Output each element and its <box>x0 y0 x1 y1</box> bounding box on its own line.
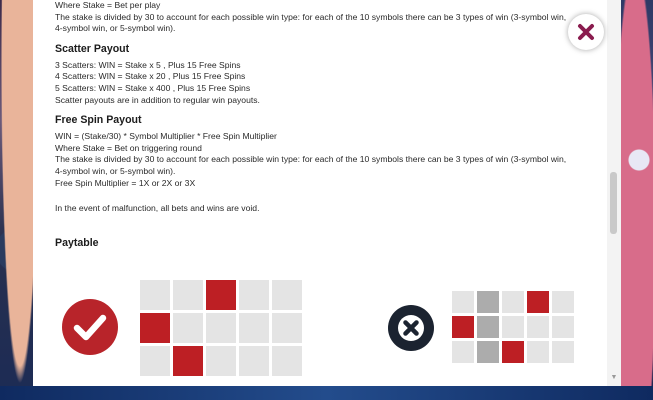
free-spin-multiplier: Free Spin Multiplier = 1X or 2X or 3X <box>55 177 196 188</box>
stake-definition: Where Stake = Bet per play <box>55 0 161 10</box>
scatter-4-line: 4 Scatters: WIN = Stake x 20 , Plus 15 Free Spins <box>55 71 246 82</box>
reel-cell-empty <box>452 341 474 363</box>
reel-cell-empty <box>239 346 269 376</box>
paytable-scroll-content <box>55 0 600 250</box>
reel-cell-empty <box>272 313 302 343</box>
reel-cell-red <box>173 346 203 376</box>
payline-valid-grid <box>140 280 302 376</box>
game-bottom-bar <box>0 386 653 400</box>
reel-cell-empty <box>527 316 549 338</box>
reel-cell-empty <box>206 346 236 376</box>
reel-cell-red <box>527 291 549 313</box>
scatter-payout-heading: Scatter Payout <box>55 42 130 55</box>
scrollbar[interactable] <box>607 0 621 386</box>
paytable-panel <box>33 0 621 386</box>
free-spin-stake-definition: Where Stake = Bet on triggering round <box>55 142 202 153</box>
scatter-note: Scatter payouts are in addition to regular win payouts. <box>55 94 260 105</box>
reel-cell-empty <box>239 280 269 310</box>
close-button[interactable] <box>568 14 604 50</box>
scrollbar-thumb[interactable] <box>610 172 617 234</box>
close-x-icon <box>575 21 597 43</box>
game-background-left <box>0 0 36 400</box>
reel-cell-empty <box>527 341 549 363</box>
reel-cell-empty <box>552 316 574 338</box>
reel-cell-grey <box>477 291 499 313</box>
reel-cell-grey <box>477 316 499 338</box>
reel-cell-grey <box>477 341 499 363</box>
reel-cell-empty <box>140 280 170 310</box>
reel-cell-red <box>140 313 170 343</box>
reel-cell-empty <box>552 291 574 313</box>
reel-cell-empty <box>173 280 203 310</box>
cross-icon <box>388 305 434 351</box>
scatter-3-line: 3 Scatters: WIN = Stake x 5 , Plus 15 Free Spins <box>55 59 241 70</box>
reel-cell-empty <box>502 316 524 338</box>
malfunction-note: In the event of malfunction, all bets and wins are void. <box>55 203 260 214</box>
scroll-down-icon[interactable]: ▼ <box>610 374 618 381</box>
reel-cell-red <box>452 316 474 338</box>
free-spin-division-text: The stake is divided by 30 to account for each possible win type: for each of the 10 symbols there can be 3 types of win (3-symbol win, <box>55 154 567 165</box>
game-background-right <box>619 0 653 400</box>
stake-division-text-cont: 4-symbol win, or 5-symbol win). <box>55 23 176 34</box>
reel-cell-empty <box>239 313 269 343</box>
reel-cell-empty <box>140 346 170 376</box>
reel-cell-empty <box>173 313 203 343</box>
scatter-5-line: 5 Scatters: WIN = Stake x 400 , Plus 15 Free Spins <box>55 82 251 93</box>
paytable-heading: Paytable <box>55 236 99 249</box>
stake-division-text: The stake is divided by 30 to account for each possible win type: for each of the 10 symbols there can be 3 types of win (3-symbol win, <box>55 11 567 22</box>
free-spin-payout-heading: Free Spin Payout <box>55 114 142 127</box>
reel-cell-empty <box>206 313 236 343</box>
reel-cell-empty <box>552 341 574 363</box>
reel-cell-empty <box>452 291 474 313</box>
checkmark-icon <box>62 299 118 355</box>
reel-cell-red <box>502 341 524 363</box>
reel-cell-empty <box>272 346 302 376</box>
free-spin-formula: WIN = (Stake/30) * Symbol Multiplier * Free Spin Multiplier <box>55 131 277 142</box>
reel-cell-red <box>206 280 236 310</box>
reel-cell-empty <box>272 280 302 310</box>
payline-invalid-grid <box>452 291 574 363</box>
free-spin-division-text-cont: 4-symbol win, or 5-symbol win). <box>55 165 176 176</box>
reel-cell-empty <box>502 291 524 313</box>
